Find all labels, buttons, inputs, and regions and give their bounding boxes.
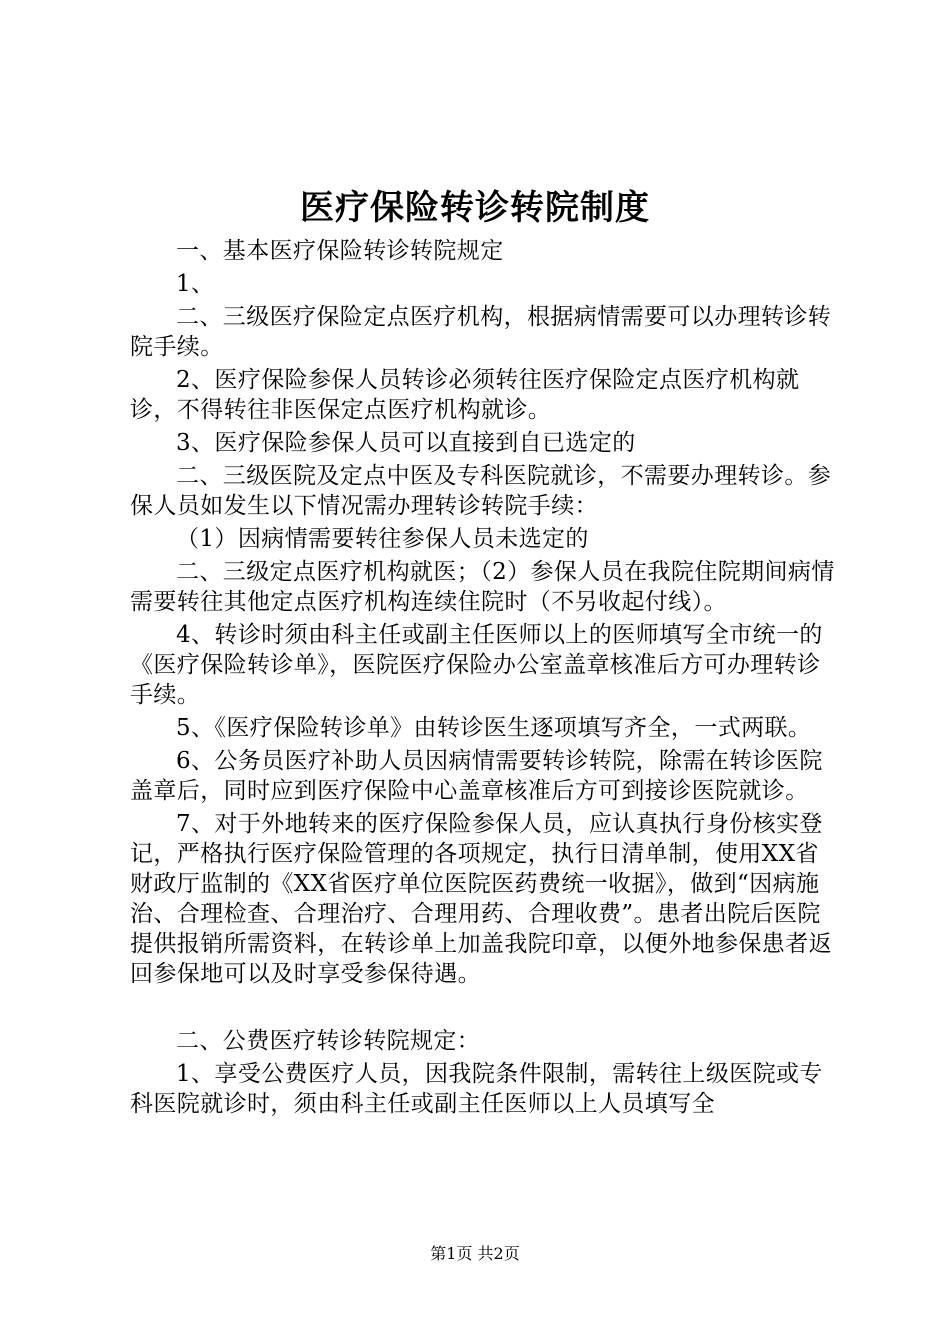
paragraph: 4、转诊时须由科主任或副主任医师以上的医师填写全市统一的《医疗保险转诊单》，医院医疗保险办公室盖章核准后方可办理转诊手续。 <box>130 622 823 708</box>
paragraph: 二、三级医疗保险定点医疗机构，根据病情需要可以办理转诊转院手续。 <box>130 304 832 360</box>
document-body <box>130 236 838 1122</box>
paragraph: 5、《医疗保险转诊单》由转诊医生逐项填写齐全，一式两联。 <box>176 715 812 741</box>
paragraph: 7、对于外地转来的医疗保险参保人员，应认真执行身份核实登记，严格执行医疗保险管理的各项规定，执行日清单制，使用XX省财政厅监制的《XX省医疗单位医院医药费统一收据》，做到“因病施治、合理检查、合理治疗、合理用药、合理收费”。患者出院后医院提供报销所需资料，在转诊单上加盖我院印章，以便外地参保患者返回参保地可以及时享受参保待遇。 <box>130 811 832 987</box>
paragraph: （1）因病情需要转往参保人员未选定的 <box>176 526 589 552</box>
paragraph: 2、医疗保险参保人员转诊必须转往医疗保险定点医疗机构就诊，不得转往非医保定点医疗机构就诊。 <box>130 367 800 423</box>
paragraph: 6、公务员医疗补助人员因病情需要转诊转院，除需在转诊医院盖章后，同时应到医疗保险中心盖章核准后方可到接诊医院就诊。 <box>130 748 823 804</box>
section-heading: 二、公费医疗转诊转院规定： <box>176 1028 481 1054</box>
paragraph: 1、享受公费医疗人员，因我院条件限制，需转往上级医院或专科医院就诊时，须由科主任或副主任医师以上人员填写全 <box>130 1061 823 1117</box>
paragraph: 二、三级定点医疗机构就医；（2）参保人员在我院住院期间病情需要转往其他定点医疗机构连续住院时（不另收起付线）。 <box>130 559 835 615</box>
paragraph: 一、基本医疗保险转诊转院规定 <box>176 238 504 264</box>
document-title: 医疗保险转诊转院制度 <box>300 188 650 228</box>
page-number-footer: 第1页 共2页 <box>430 1244 520 1263</box>
paragraph: 3、医疗保险参保人员可以直接到自已选定的 <box>176 430 636 456</box>
paragraph: 二、三级医院及定点中医及专科医院就诊，不需要办理转诊。参保人员如发生以下情况需办理转诊转院手续： <box>130 463 832 519</box>
paragraph-spacer <box>130 992 838 1026</box>
paragraph: 1、 <box>176 271 215 297</box>
